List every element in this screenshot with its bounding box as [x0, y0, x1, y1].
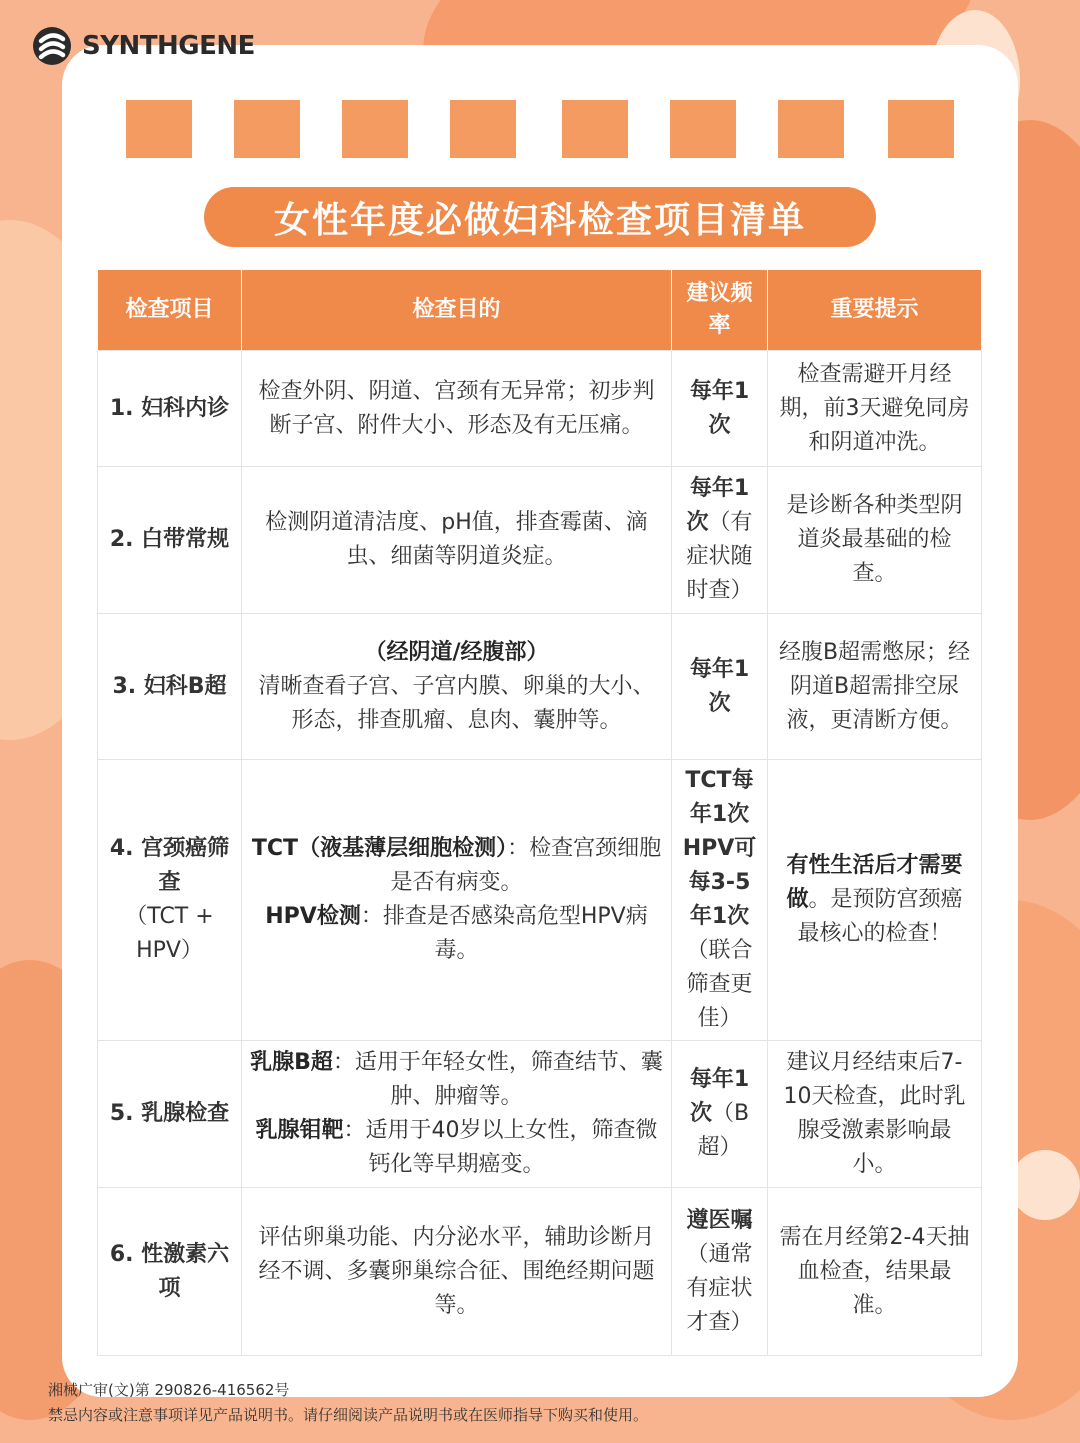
tct-text: ：检查宫颈细胞是否有病变。	[390, 836, 662, 895]
row-tip: 建议月经结束后7-10天检查，此时乳腺受激素影响最小。	[768, 1041, 982, 1188]
decorative-square	[670, 100, 736, 158]
row-item	[98, 760, 242, 1041]
hpv-text: ：排查是否感染高危型HPV病毒。	[360, 904, 648, 963]
frequency-note: （有症状随时查）	[686, 510, 753, 603]
frequency-main: TCT每年1次 HPV可每3-5年1次	[682, 768, 757, 929]
frequency-note: （通常有症状才查）	[686, 1241, 753, 1335]
disclaimer-footer	[48, 1378, 648, 1428]
synthgene-s-icon	[32, 26, 76, 66]
column-header-item: 检查项目	[98, 270, 242, 351]
decorative-square	[342, 100, 408, 158]
table-row	[98, 614, 982, 760]
table-row	[98, 351, 982, 467]
frequency-main: 每年1次	[686, 476, 750, 535]
purpose-text: 清晰查看子宫、子宫内膜、卵巢的大小、形态，排查肌瘤、息肉、囊肿等。	[258, 673, 655, 733]
decorative-square	[450, 100, 516, 158]
decorative-square	[778, 100, 844, 158]
decorative-square	[888, 100, 954, 158]
table-row	[98, 1188, 982, 1356]
row-purpose	[242, 614, 672, 760]
decorative-square	[126, 100, 192, 158]
row-frequency	[672, 467, 768, 614]
frequency-main: 每年1次	[689, 1067, 750, 1126]
brand-name: SYNTHGENE	[82, 31, 255, 61]
row-purpose	[242, 760, 672, 1041]
item-note: （TCT + HPV）	[125, 904, 214, 963]
row-purpose: 评估卵巢功能、内分泌水平，辅助诊断月经不调、多囊卵巢综合征、围绝经期问题等。	[242, 1188, 672, 1356]
row-frequency	[672, 1188, 768, 1356]
frequency-main: 遵医嘱	[686, 1207, 753, 1233]
tip-emphasis: 有性生活后才需要做	[786, 853, 963, 912]
page-title: 女性年度必做妇科检查项目清单	[273, 199, 806, 241]
row-tip: 经腹B超需憋尿；经阴道B超需排空尿液，更清断方便。	[768, 614, 982, 760]
hpv-label: HPV检测	[265, 904, 361, 929]
approval-number: 湘械广审(文)第 290826-416562号	[48, 1381, 290, 1399]
disclaimer-text: 禁忌内容或注意事项详见产品说明书。请仔细阅读产品说明书或在医师指导下购买和使用。	[48, 1406, 649, 1424]
background-blob	[1010, 1150, 1080, 1220]
row-item: 1. 妇科内诊	[98, 351, 242, 467]
row-purpose: 检测阴道清洁度、pH值，排查霉菌、滴虫、细菌等阴道炎症。	[242, 467, 672, 614]
tip-text: 。是预防宫颈癌最核心的检查！	[797, 887, 963, 946]
row-purpose: 检查外阴、阴道、宫颈有无异常；初步判断子宫、附件大小、形态及有无压痛。	[242, 351, 672, 467]
table-row	[98, 760, 982, 1041]
decorative-square	[234, 100, 300, 158]
decorative-squares	[0, 100, 1080, 160]
row-frequency	[672, 760, 768, 1041]
ultrasound-text: ：适用于年轻女性，筛查结节、囊肿、肿瘤等。	[332, 1050, 663, 1109]
column-header-tip: 重要提示	[768, 270, 982, 351]
row-tip: 检查需避开月经期，前3天避免同房和阴道冲洗。	[768, 351, 982, 467]
tct-label: TCT（液基薄层细胞检测）	[251, 836, 508, 861]
brand-logo	[32, 26, 255, 66]
mammography-label: 乳腺钼靶	[255, 1118, 344, 1143]
mammography-text: ：适用于40岁以上女性，筛查微钙化等早期癌变。	[343, 1118, 658, 1177]
table-row	[98, 1041, 982, 1188]
table-header-row	[98, 270, 982, 351]
frequency-note: （B超）	[697, 1101, 750, 1160]
row-tip	[768, 760, 982, 1041]
row-item: 5. 乳腺检查	[98, 1041, 242, 1188]
purpose-heading: （经阴道/经腹部）	[364, 639, 549, 665]
table-row	[98, 467, 982, 614]
row-frequency: 每年1次	[672, 614, 768, 760]
row-frequency	[672, 1041, 768, 1188]
row-item: 3. 妇科B超	[98, 614, 242, 760]
row-purpose	[242, 1041, 672, 1188]
ultrasound-label: 乳腺B超	[250, 1050, 333, 1075]
row-item: 2. 白带常规	[98, 467, 242, 614]
item-name: 4. 宫颈癌筛查	[109, 836, 230, 895]
row-item: 6. 性激素六项	[98, 1188, 242, 1356]
title-banner	[204, 187, 876, 247]
row-tip: 需在月经第2-4天抽血检查，结果最准。	[768, 1188, 982, 1356]
frequency-note: （联合筛查更佳）	[686, 938, 753, 1031]
column-header-purpose: 检查目的	[242, 270, 672, 351]
row-tip: 是诊断各种类型阴道炎最基础的检查。	[768, 467, 982, 614]
row-frequency: 每年1次	[672, 351, 768, 467]
decorative-square	[562, 100, 628, 158]
column-header-frequency: 建议频率	[672, 270, 768, 351]
exam-checklist-table	[97, 270, 982, 1356]
